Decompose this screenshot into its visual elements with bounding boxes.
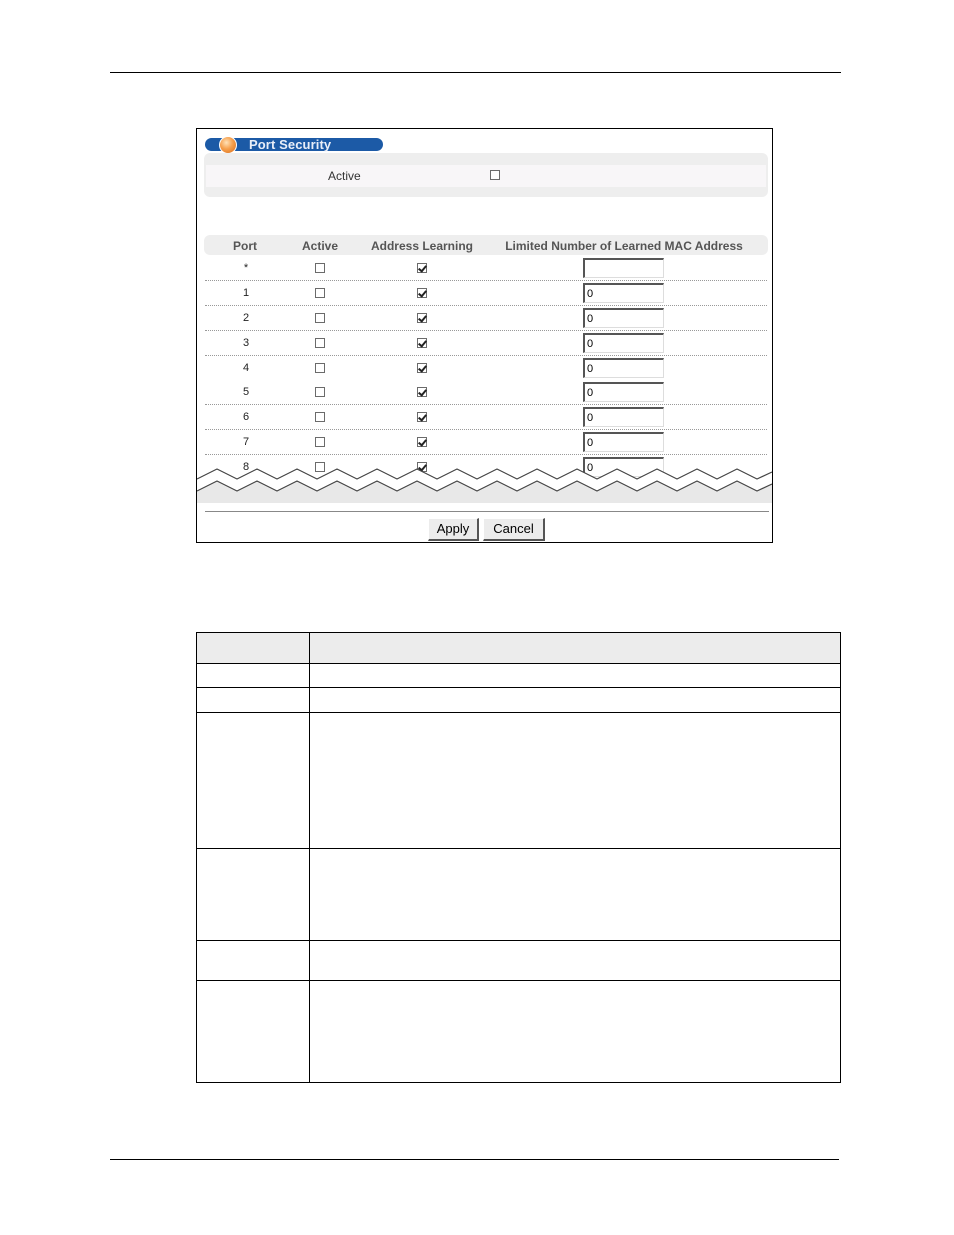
table-row: [205, 430, 767, 455]
row-divider: [197, 980, 840, 981]
page-title: Port Security: [249, 137, 332, 152]
port-number: 3: [242, 337, 250, 349]
mac-limit-input[interactable]: [583, 358, 664, 378]
port-active-checkbox[interactable]: [315, 263, 325, 273]
header-rule: [110, 72, 841, 73]
mac-limit-input[interactable]: [583, 308, 664, 328]
address-learning-checkbox[interactable]: [417, 313, 427, 323]
port-active-checkbox[interactable]: [315, 288, 325, 298]
row-divider: [197, 848, 840, 849]
table-row: [205, 331, 767, 356]
title-orb-icon: [219, 136, 237, 154]
apply-button[interactable]: Apply: [428, 518, 479, 541]
col-header-address-learning: Address Learning: [370, 239, 474, 253]
port-security-screen: [196, 128, 773, 543]
table-row: [205, 281, 767, 306]
mac-limit-input[interactable]: [583, 432, 664, 452]
row-divider: [197, 687, 840, 688]
port-active-checkbox[interactable]: [315, 412, 325, 422]
cancel-button[interactable]: Cancel: [483, 518, 545, 541]
mac-limit-input[interactable]: [583, 407, 664, 427]
description-table: [196, 632, 841, 1083]
button-separator: [205, 511, 769, 512]
port-active-checkbox[interactable]: [315, 313, 325, 323]
footer-rule: [110, 1159, 839, 1160]
port-number: 8: [242, 461, 250, 473]
table-row: [205, 405, 767, 430]
table-row: [205, 380, 767, 405]
port-active-checkbox[interactable]: [315, 387, 325, 397]
row-divider: [197, 940, 840, 941]
address-learning-checkbox[interactable]: [417, 363, 427, 373]
port-number: 5: [242, 386, 250, 398]
global-active-row: [206, 165, 766, 187]
port-number: 4: [242, 362, 250, 374]
port-number: 6: [242, 411, 250, 423]
address-learning-checkbox[interactable]: [417, 387, 427, 397]
port-active-checkbox[interactable]: [315, 338, 325, 348]
address-learning-checkbox[interactable]: [417, 263, 427, 273]
col-header-port: Port: [233, 239, 257, 253]
global-active-checkbox[interactable]: [490, 170, 500, 180]
mac-limit-input[interactable]: [583, 283, 664, 303]
table-row: [205, 356, 767, 381]
col-header-mac-limit: Limited Number of Learned MAC Address: [505, 239, 743, 253]
page-break-zigzag: [197, 467, 772, 507]
address-learning-checkbox[interactable]: [417, 412, 427, 422]
col-header-active: Active: [301, 239, 339, 253]
description-table-header: [197, 633, 840, 664]
column-divider: [309, 633, 310, 1082]
address-learning-checkbox[interactable]: [417, 437, 427, 447]
table-row: [205, 306, 767, 331]
port-number: 7: [242, 436, 250, 448]
mac-limit-input[interactable]: [583, 258, 664, 278]
port-number: *: [243, 262, 249, 274]
address-learning-checkbox[interactable]: [417, 288, 427, 298]
table-row: [205, 256, 767, 281]
address-learning-checkbox[interactable]: [417, 338, 427, 348]
port-number: 1: [242, 287, 250, 299]
mac-limit-input[interactable]: [583, 382, 664, 402]
mac-limit-input[interactable]: [583, 333, 664, 353]
row-divider: [197, 712, 840, 713]
port-active-checkbox[interactable]: [315, 363, 325, 373]
global-active-label: Active: [328, 169, 361, 183]
port-number: 2: [242, 312, 250, 324]
port-active-checkbox[interactable]: [315, 437, 325, 447]
